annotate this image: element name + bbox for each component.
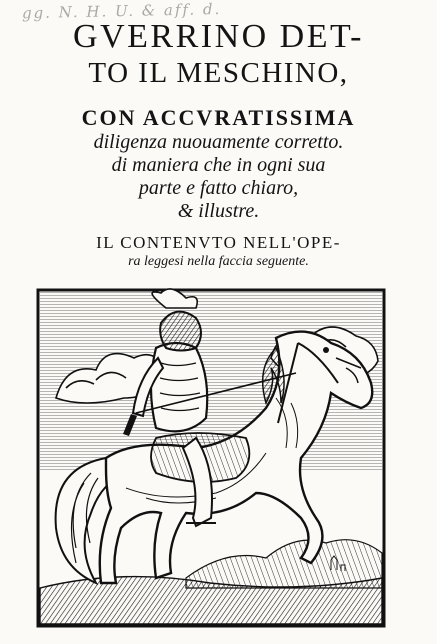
horse-eye xyxy=(323,347,329,353)
description-line-1: diligenza nuouamente corretto. xyxy=(93,131,344,153)
subtitle-line: CON ACCVRATISSIMA xyxy=(81,105,356,130)
contents-line-1: IL CONTENVTO NELL'OPE- xyxy=(96,233,341,252)
knight-helmet xyxy=(160,312,201,351)
handwritten-inscription: gg. N. H. U. & aff. d. xyxy=(21,0,222,23)
description-line-2: di maniera che in ogni sua xyxy=(111,154,326,176)
title-line-2: TO IL MESCHINO, xyxy=(88,57,349,89)
description-line-3: parte e fatto chiaro, xyxy=(138,177,299,199)
title-line-1: GVERRINO DET- xyxy=(73,18,364,55)
knight-armor xyxy=(151,343,207,431)
contents-line-2: ra leggesi nella faccia seguente. xyxy=(128,254,309,269)
woodcut-illustration xyxy=(36,288,386,628)
description-line-4: & illustre. xyxy=(177,200,260,222)
